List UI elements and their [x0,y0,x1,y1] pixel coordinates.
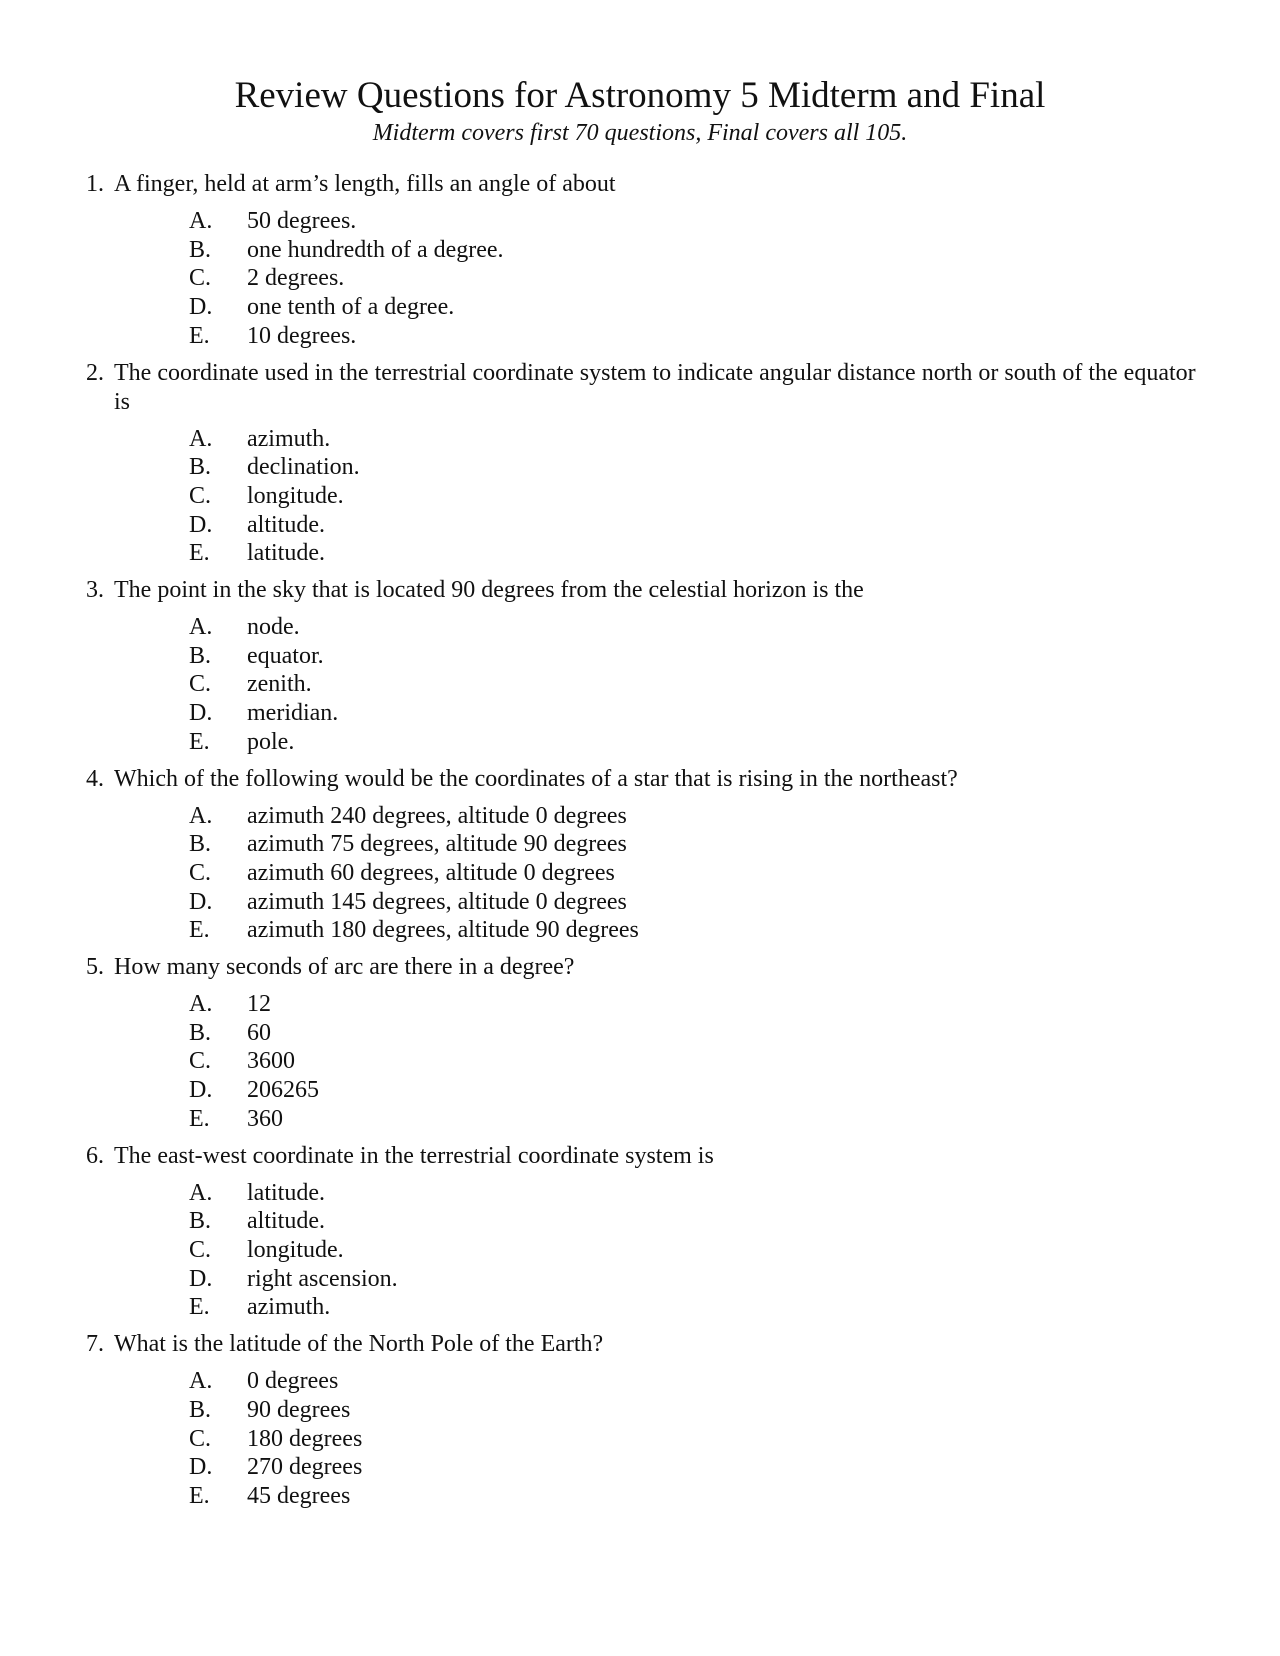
option-letter: C. [189,1048,212,1075]
answer-options [72,1179,1212,1323]
option-text: 60 [247,1019,271,1046]
answer-options [72,207,1212,351]
option-text: meridian. [247,700,339,727]
answer-options [72,990,1212,1134]
option-letter: E. [189,917,210,944]
question-number [72,1142,114,1171]
question-number-label: 6. [86,1142,104,1169]
option-text: node. [247,614,300,641]
answer-option-c [72,1047,1212,1076]
option-text: equator. [247,642,324,669]
question-number-label: 4. [86,765,104,792]
option-text: altitude. [247,511,325,538]
option-text: pole. [247,728,295,755]
question-header [72,953,1212,982]
question-number-label: 5. [86,954,104,981]
option-letter: D. [189,1454,213,1481]
answer-option-d [72,1076,1212,1105]
option-text: one hundredth of a degree. [247,236,504,263]
option-letter: A. [189,208,213,234]
option-text: azimuth. [247,1294,331,1321]
option-text: 360 [247,1105,283,1132]
option-letter: D. [189,700,213,727]
option-text: 50 degrees. [247,208,357,234]
option-text: azimuth 75 degrees, altitude 90 degrees [247,831,627,858]
option-text: 270 degrees [247,1454,363,1481]
answer-option-e [72,1105,1212,1134]
option-letter: C. [189,671,212,698]
option-letter: E. [189,1105,210,1132]
answer-option-d [72,1265,1212,1294]
answer-option-c [72,482,1212,511]
answer-option-c [72,859,1212,888]
answer-option-b [72,236,1212,265]
answer-option-a [72,425,1212,454]
question-number-label: 3. [86,577,104,604]
answer-option-a [72,1179,1212,1208]
option-letter: B. [189,1396,212,1423]
option-letter: A. [189,802,213,829]
answer-options [72,1367,1212,1511]
option-letter: A. [189,1179,213,1206]
answer-option-c [72,670,1212,699]
option-text: 45 degrees [247,1482,351,1509]
option-text: azimuth 145 degrees, altitude 0 degrees [247,888,627,915]
answer-option-b [72,1207,1212,1236]
option-letter: B. [189,454,212,481]
question-item-6 [72,1142,1212,1323]
option-letter: E. [189,728,210,755]
option-letter: A. [189,1368,213,1395]
question-number [72,765,114,794]
option-text: 90 degrees [247,1396,351,1423]
answer-option-e [72,916,1212,945]
question-text: How many seconds of arc are there in a degree? [114,954,575,981]
answer-option-b [72,1396,1212,1425]
option-letter: E. [189,1294,210,1321]
option-letter: B. [189,1019,212,1046]
answer-options [72,802,1212,946]
question-number-label: 1. [86,171,104,197]
option-letter: C. [189,859,212,886]
answer-option-b [72,642,1212,671]
answer-option-d [72,699,1212,728]
question-text: A finger, held at arm’s length, fills an angle of about [114,171,616,197]
question-number [72,170,114,199]
option-letter: A. [189,425,213,452]
question-item-2 [72,359,1212,569]
option-text: azimuth 180 degrees, altitude 90 degrees [247,917,639,944]
question-list [72,170,1212,1519]
answer-option-c [72,1425,1212,1454]
question-header [72,1142,1212,1171]
answer-option-b [72,1019,1212,1048]
question-header [72,170,1212,199]
answer-option-d [72,888,1212,917]
option-letter: B. [189,1208,212,1235]
answer-option-e [72,539,1212,568]
question-item-1 [72,170,1212,351]
question-header [72,765,1212,794]
question-text: What is the latitude of the North Pole of the Earth? [114,1331,604,1358]
option-letter: C. [189,1236,212,1263]
option-text: altitude. [247,1208,325,1235]
answer-option-e [72,1293,1212,1322]
answer-option-a [72,802,1212,831]
option-letter: E. [189,322,210,349]
page-subtitle: Midterm covers first 70 questions, Final covers all 105. [372,120,908,146]
answer-option-c [72,264,1212,293]
answer-option-a [72,207,1212,236]
question-item-5 [72,953,1212,1134]
question-item-7 [72,1330,1212,1511]
option-letter: E. [189,1482,210,1509]
option-text: 206265 [247,1077,319,1104]
option-text: right ascension. [247,1265,398,1292]
option-text: zenith. [247,671,312,698]
question-header [72,359,1212,417]
option-text: latitude. [247,540,325,567]
option-letter: C. [189,482,212,509]
question-header [72,1330,1212,1359]
answer-option-a [72,1367,1212,1396]
option-letter: D. [189,888,213,915]
option-letter: B. [189,642,212,669]
answer-option-d [72,293,1212,322]
option-text: longitude. [247,1236,344,1263]
option-letter: B. [189,236,212,263]
option-letter: B. [189,831,212,858]
answer-option-e [72,1482,1212,1511]
answer-option-a [72,990,1212,1019]
option-letter: C. [189,265,212,292]
page-title: Review Questions for Astronomy 5 Midterm and Final [234,75,1046,116]
option-letter: D. [189,1077,213,1104]
question-number [72,359,114,417]
option-text: 180 degrees [247,1425,363,1452]
question-item-3 [72,576,1212,757]
option-letter: D. [189,511,213,538]
answer-option-b [72,830,1212,859]
option-text: azimuth 240 degrees, altitude 0 degrees [247,802,627,829]
answer-option-e [72,322,1212,351]
option-text: azimuth. [247,425,331,452]
question-number [72,576,114,605]
option-letter: D. [189,294,213,321]
question-number-label: 7. [86,1331,104,1358]
option-letter: D. [189,1265,213,1292]
question-text: The east-west coordinate in the terrestrial coordinate system is [114,1142,714,1169]
question-number [72,953,114,982]
option-letter: A. [189,614,213,641]
option-text: longitude. [247,482,344,509]
option-text: 12 [247,991,271,1018]
option-text: declination. [247,454,360,481]
option-text: 3600 [247,1048,295,1075]
answer-option-d [72,1453,1212,1482]
question-number [72,1330,114,1359]
option-letter: C. [189,1425,212,1452]
answer-options [72,425,1212,569]
question-text: Which of the following would be the coordinates of a star that is rising in the northeast? [114,765,958,792]
option-text: one tenth of a degree. [247,294,455,321]
answer-option-b [72,453,1212,482]
question-text: The point in the sky that is located 90 degrees from the celestial horizon is the [114,577,864,604]
answer-option-c [72,1236,1212,1265]
option-text: 2 degrees. [247,265,345,292]
question-item-4 [72,765,1212,946]
question-text: The coordinate used in the terrestrial coordinate system to indicate angular distance north or south of the equator is [114,359,1196,415]
answer-option-a [72,613,1212,642]
answer-option-d [72,511,1212,540]
option-text: latitude. [247,1179,325,1206]
option-text: 0 degrees [247,1368,339,1395]
option-letter: E. [189,540,210,567]
option-letter: A. [189,991,213,1018]
option-text: azimuth 60 degrees, altitude 0 degrees [247,859,615,886]
answer-options [72,613,1212,757]
answer-option-e [72,728,1212,757]
question-number-label: 2. [86,359,104,386]
option-text: 10 degrees. [247,322,357,349]
question-header [72,576,1212,605]
